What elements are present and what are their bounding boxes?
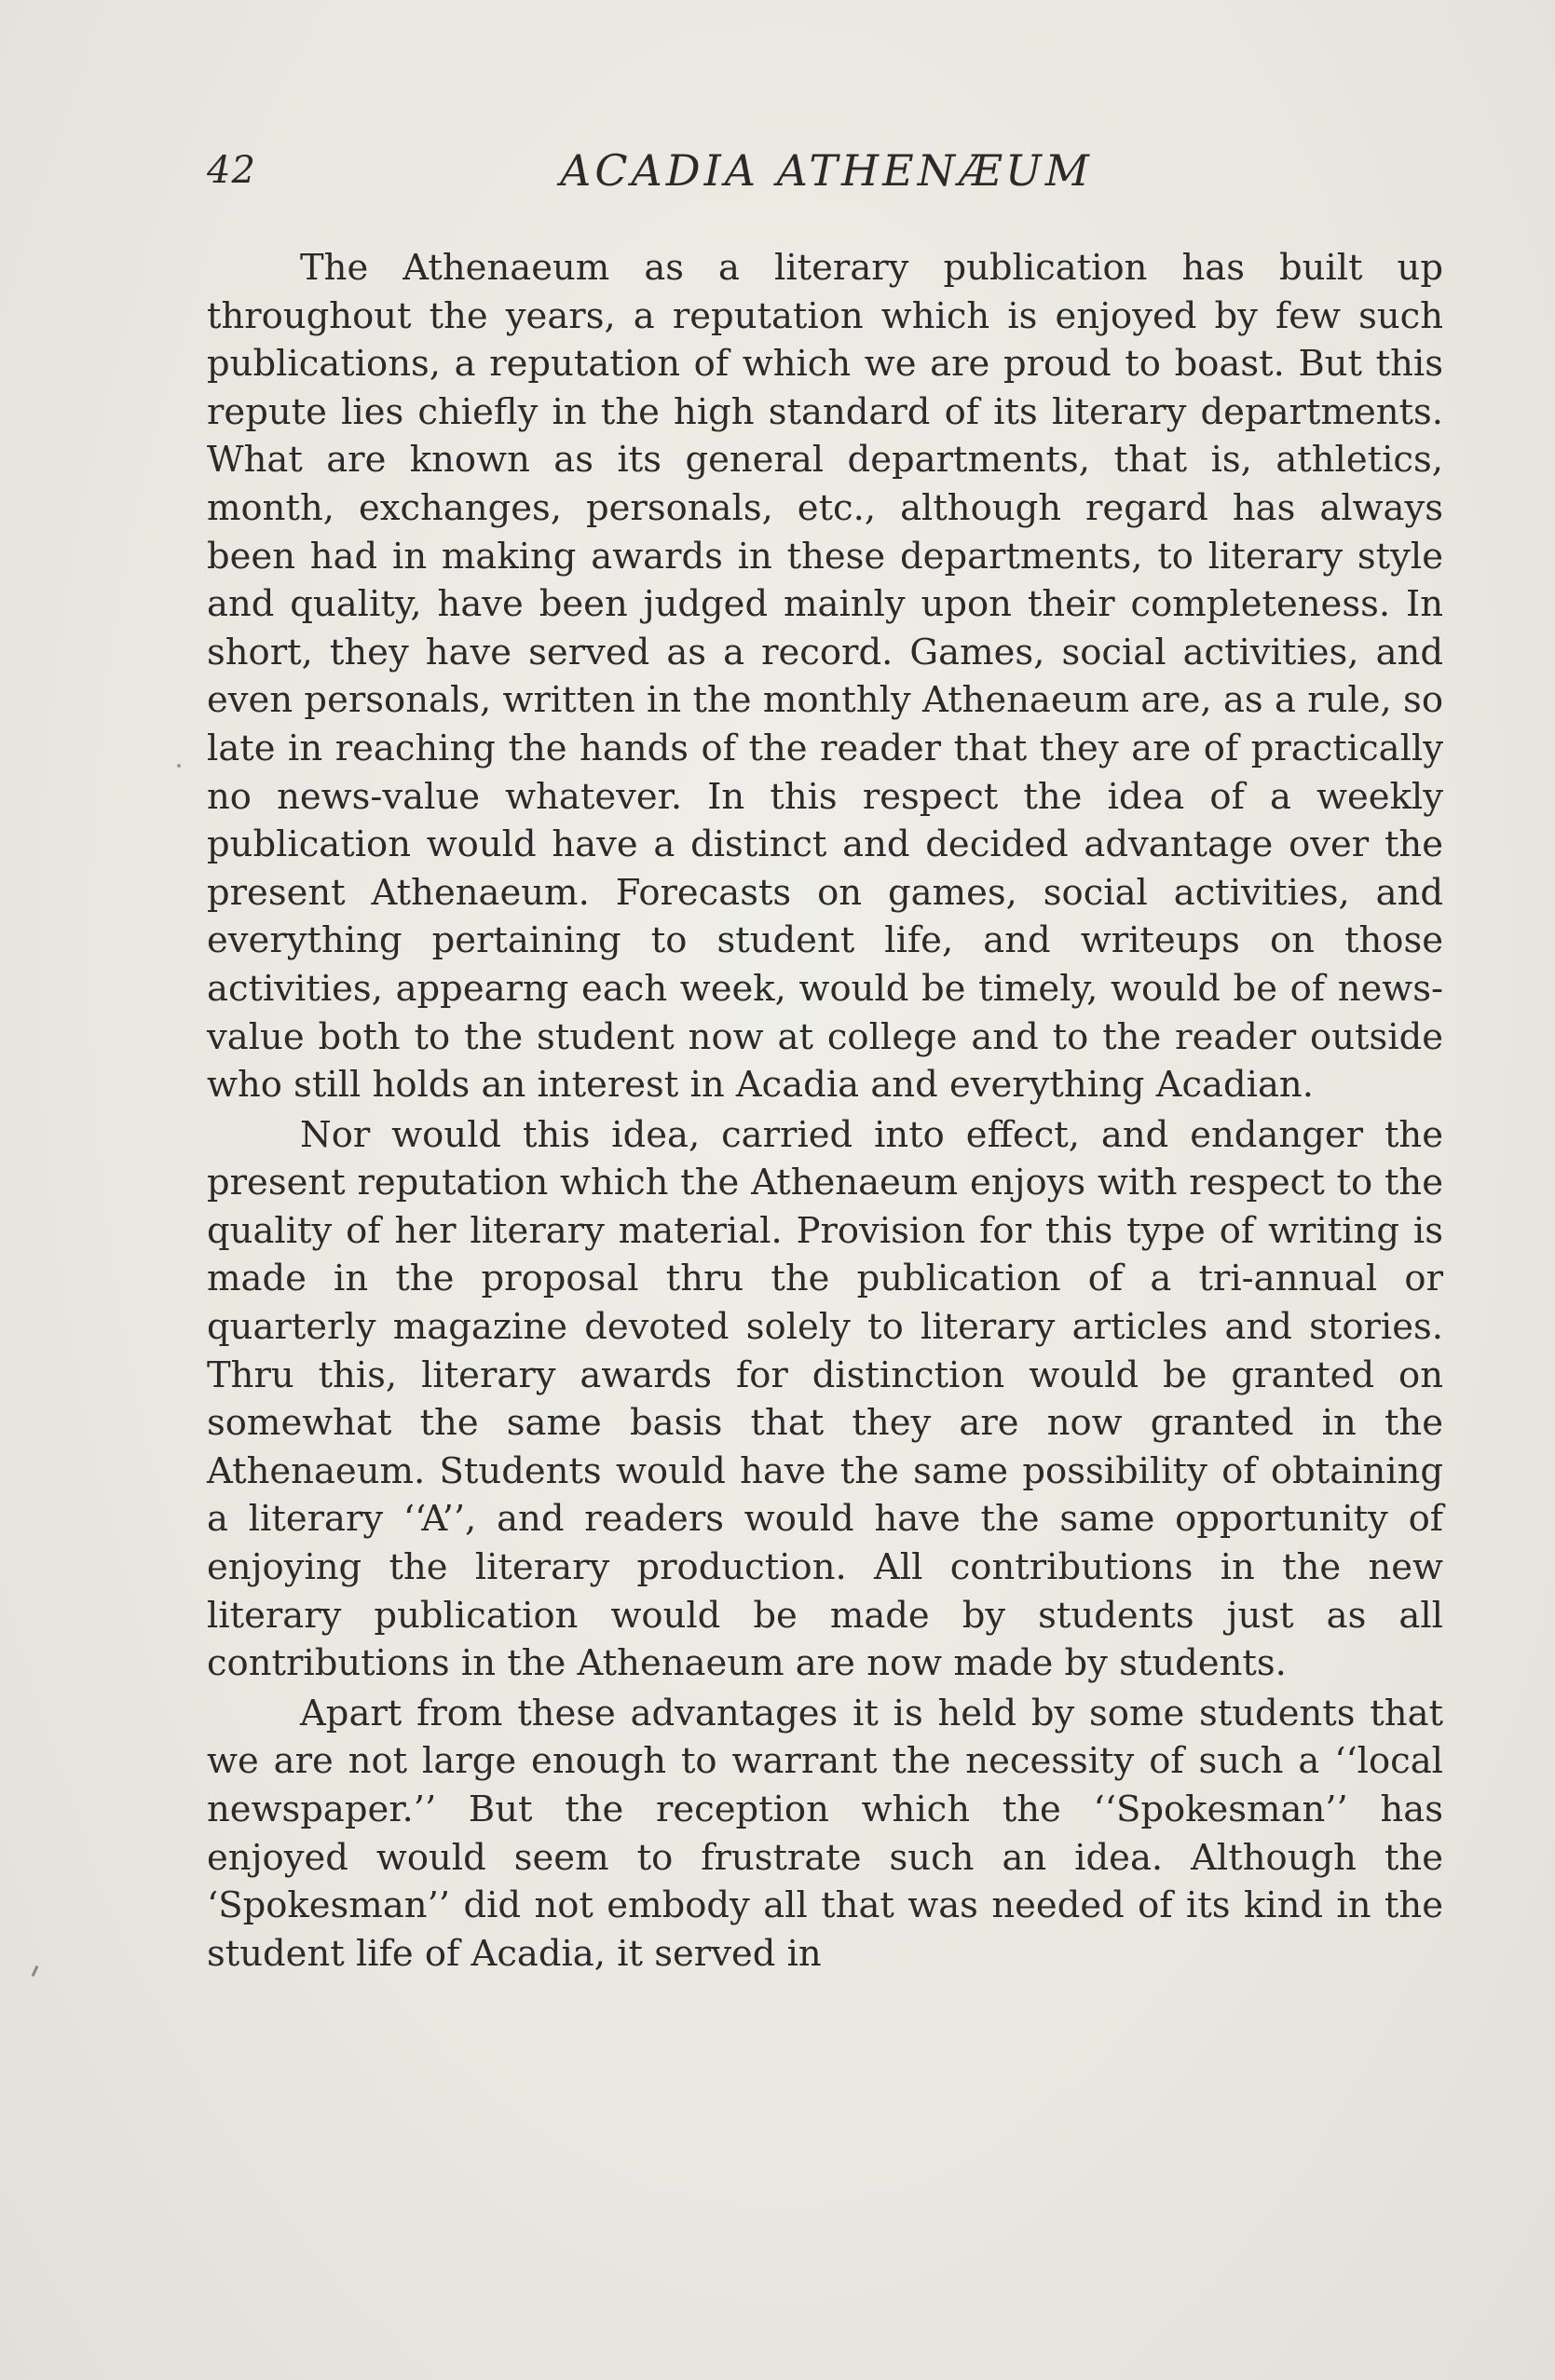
paragraph-3: Apart from these advantages it is held by some students that we are not large enough to warrant the necessity of such a ‘‘local newspaper.’’ But the reception which the ‘‘Spokesman’’ has enjoyed would seem to frustrate such an idea. Although the ‘Spokesman’’ did not embody all that was needed of its kind in the student life of Acadia, it served in — [207, 1692, 1443, 1975]
margin-tick-mark — [32, 1965, 39, 1977]
page-number: 42 — [207, 149, 256, 192]
paragraph-2: Nor would this idea, carried into effect, and endanger the present reputation which the Athenaeum enjoys with respect to the quality of her literary material. Provision for this type of writing is made in the proposal thru the publication of a tri-annual or quarterly magazine devoted solely to literary articles and stories. Thru this, literary awards for distinction would be granted on somewhat the same basis that they are now granted in the Athenaeum. Students would have the same possibility of obtaining a literary ‘‘A’’, and readers would have the same opportunity of enjoying the literary production. All contributions in the new literary publication would be made by students just as all contributions in the Athenaeum are now made by students. — [207, 1113, 1443, 1685]
article-body — [207, 244, 1443, 1978]
page-header — [207, 140, 1446, 205]
running-title: ACADIA ATHENÆUM — [560, 145, 1093, 196]
margin-speck — [177, 764, 181, 768]
paragraph-1: The Athenaeum as a literary publication has built up throughout the years, a reputation which is enjoyed by few such publications, a reputation of which we are proud to boast. But this repute lies chiefly in the high standard of its literary departments. What are known as its general departments, that is, athletics, month, exchanges, personals, etc., although regard has always been had in making awards in these departments, to literary style and quality, have been judged mainly upon their completeness. In short, they have served as a record. Games, social activities, and even personals, written in the monthly Athenaeum are, as a rule, so late in reaching the hands of the reader that they are of practically no news-value whatever. In this respect the idea of a weekly publication would have a distinct and decided advantage over the present Athenaeum. Forecasts on games, social activities, and everything pertaining to student life, and writeups on those activities, appearng each week, would be timely, would be of news-value both to the student now at college and to the reader outside who still holds an interest in Acadia and everything Acadian. — [207, 247, 1443, 1107]
